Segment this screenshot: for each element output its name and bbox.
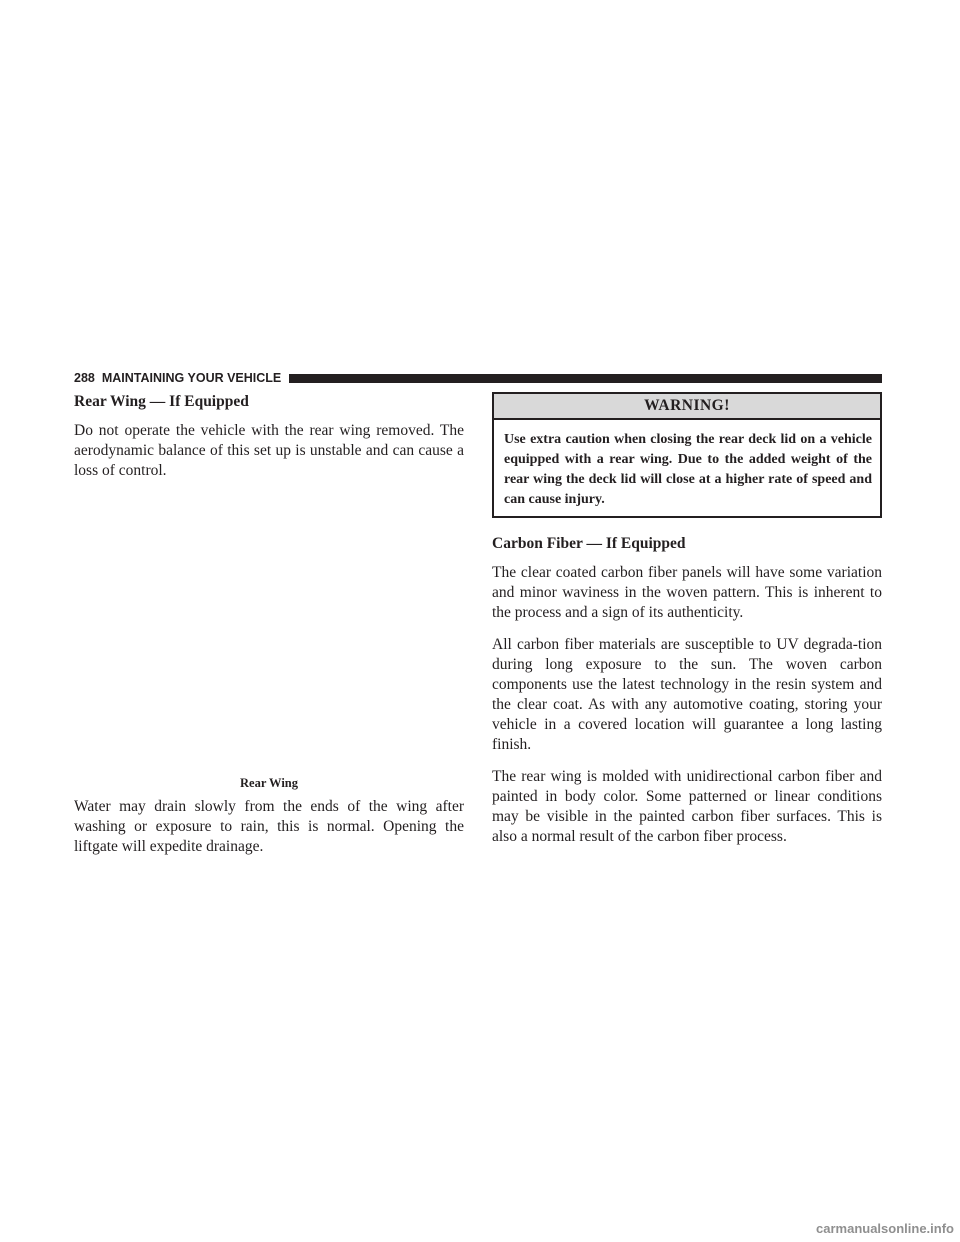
page-header xyxy=(74,370,882,386)
rear-wing-paragraph-1: Do not operate the vehicle with the rear wing removed. The aerodynamic balance of this set up is unstable and can cause a loss of control. xyxy=(74,422,464,479)
rear-wing-heading: Rear Wing — If Equipped xyxy=(74,393,249,410)
header-rule xyxy=(289,374,882,383)
watermark-link[interactable]: carmanualsonline.info xyxy=(816,1221,954,1236)
section-title: MAINTAINING YOUR VEHICLE xyxy=(101,371,282,385)
warning-title: WARNING! xyxy=(494,394,880,420)
carbon-fiber-paragraph-2: All carbon fiber materials are susceptible to UV degrada-tion during long exposure to the sun. The woven carbon components use the latest technology in the resin system and the clear coat. As with any automotive coating, storing your vehicle in a covered location will guarantee a long lasting finish. xyxy=(492,636,882,753)
page-number: 288 xyxy=(74,371,95,385)
carbon-fiber-heading: Carbon Fiber — If Equipped xyxy=(492,535,686,552)
warning-body: Use extra caution when closing the rear deck lid on a vehicle equipped with a rear wing. Due to the added weight of the rear wing the deck lid will close at a higher rate of speed and can cause injury. xyxy=(504,432,872,507)
rear-wing-paragraph-2: Water may drain slowly from the ends of the wing after washing or exposure to rain, this is normal. Opening the liftgate will expedite drainage. xyxy=(74,798,464,855)
carbon-fiber-paragraph-3: The rear wing is molded with unidirectional carbon fiber and painted in body color. Some patterned or linear conditions may be visible in the painted carbon fiber surfaces. This is also a normal result of the carbon fiber process. xyxy=(492,768,882,845)
carbon-fiber-paragraph-1: The clear coated carbon fiber panels will have some variation and minor waviness in the woven pattern. This is inherent to the process and a sign of its authenticity. xyxy=(492,564,882,621)
warning-box xyxy=(492,392,882,518)
rear-wing-figure xyxy=(74,493,464,791)
left-column xyxy=(74,392,464,869)
figure-caption: Rear Wing xyxy=(240,776,298,790)
right-column xyxy=(492,392,882,859)
